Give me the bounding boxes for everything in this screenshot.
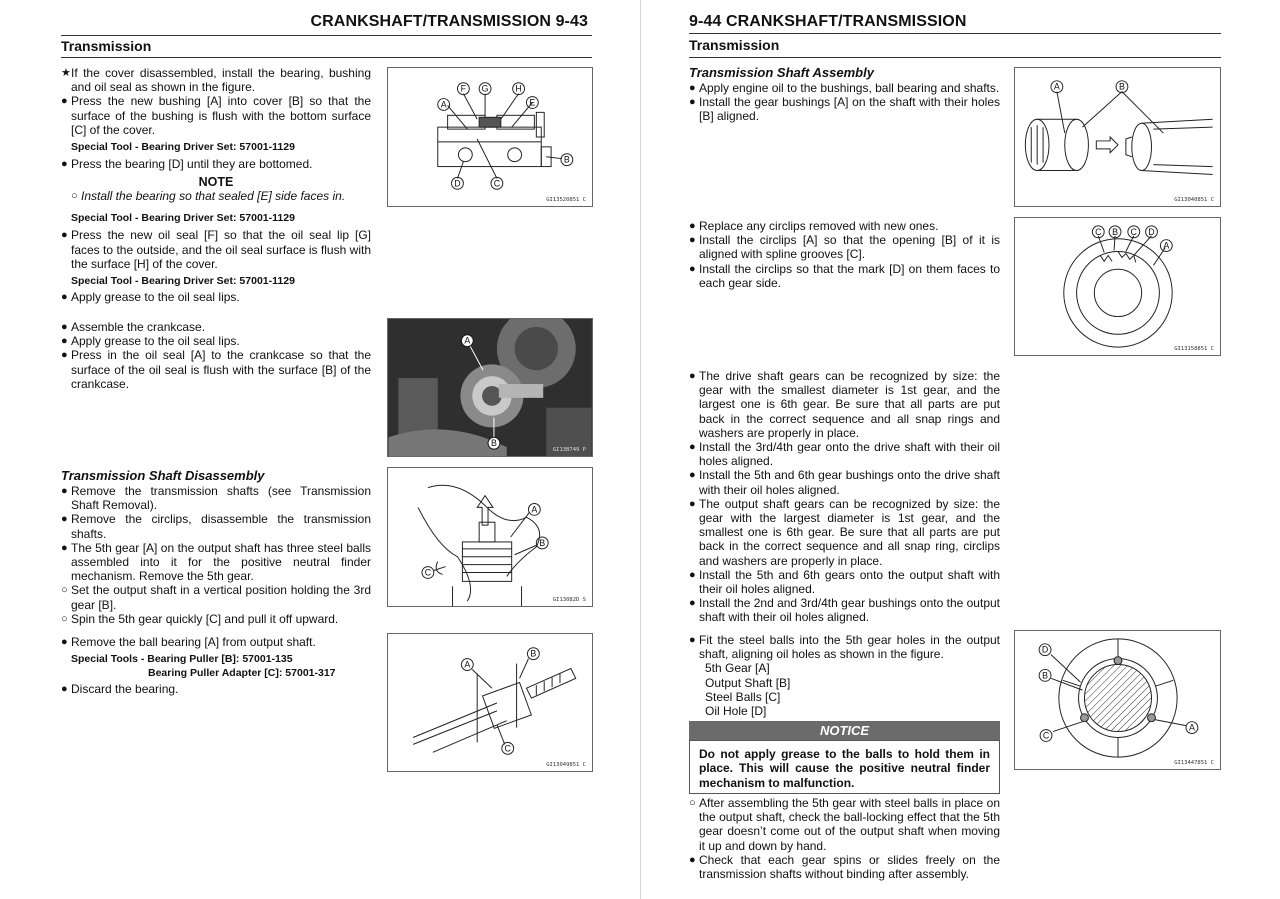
instruction-text: Fit the steel balls into the 5th gear holes in the output shaft, aligning oil holes as shown in the figure. xyxy=(699,633,1000,662)
instruction-text: The output shaft gears can be recognized by size: the gear with the largest diameter is 1st gear, and the smallest one is 6th gear. Be sure that all parts are put back in the correct sequence and all snap ring, circlips and washers are properly in place. xyxy=(699,496,1000,568)
figure-id: GI13B749 P xyxy=(552,447,586,453)
callout-b: B xyxy=(1112,226,1118,237)
instruction-text: The drive shaft gears can be recognized by size: the gear with the smallest diameter is 1st gear, and the largest one is 6th gear. Be sure that all parts are put back in the correct sequence and all snap rings and washers are properly in place. xyxy=(699,369,1000,440)
right-text-block-5 xyxy=(689,796,1000,881)
bullet-mark: ● xyxy=(61,485,68,497)
instruction-item xyxy=(689,633,1000,661)
instruction-text: Install the 5th and 6th gears onto the output shaft with their oil holes aligned. xyxy=(699,567,1000,597)
instruction-text: Discard the bearing. xyxy=(71,682,179,697)
instruction-item xyxy=(61,512,371,540)
bullet-mark: ● xyxy=(689,234,696,247)
right-page-header: 9-44 CRANKSHAFT/TRANSMISSION xyxy=(689,13,967,30)
right-text-block-2 xyxy=(689,219,1000,290)
callout-c: C xyxy=(504,743,511,754)
instruction-item xyxy=(689,440,1000,468)
instruction-item xyxy=(61,484,371,512)
instruction-item xyxy=(61,348,371,391)
instruction-item xyxy=(689,219,1000,233)
instruction-text: Install the circlips so that the mark [D] on them faces to each gear side. xyxy=(699,261,1000,290)
figure-gear-bushing xyxy=(1014,67,1221,207)
bullet-mark: ● xyxy=(61,541,68,554)
callout-b: B xyxy=(1118,81,1125,92)
instruction-item xyxy=(61,94,371,137)
figure-id: GI13520851 C xyxy=(546,197,586,203)
figure-id: GI13447851 C xyxy=(1174,760,1214,766)
instruction-item xyxy=(689,81,1000,95)
list-item: Steel Balls [C] xyxy=(705,689,781,704)
left-text-block-1 xyxy=(61,66,371,304)
note-text: Install the bearing so that sealed [E] side faces in. xyxy=(81,189,346,204)
instruction-item xyxy=(61,682,371,696)
instruction-text: Press in the oil seal [A] to the crankcase so that the surface of the oil seal is flush with the surface [B] of the crankcase. xyxy=(71,348,371,391)
instruction-text: Remove the circlips, disassemble the transmission shafts. xyxy=(71,512,371,541)
special-tool-line: Special Tools - Bearing Puller [B]: 57001-135 xyxy=(71,653,293,666)
bullet-mark: ● xyxy=(61,636,68,648)
bullet-mark: ● xyxy=(689,441,696,454)
left-text-block-3 xyxy=(61,484,371,626)
right-section-title: Transmission xyxy=(689,37,780,53)
callout-b: B xyxy=(490,438,497,449)
instruction-item xyxy=(689,233,1000,261)
instruction-item xyxy=(61,290,371,304)
instruction-item xyxy=(689,497,1000,568)
callout-a: A xyxy=(1053,81,1060,92)
notice-text: Do not apply grease to the balls to hold them in place. This will cause the positive neutral finder mechanism to malfunction. xyxy=(689,740,1000,794)
instruction-item xyxy=(689,568,1000,596)
instruction-item xyxy=(689,796,1000,853)
list-item: Oil Hole [D] xyxy=(705,704,767,719)
instruction-text: Check that each gear spins or slides freely on the transmission shafts without binding after assembly. xyxy=(699,852,1000,882)
notice-title: NOTICE xyxy=(689,721,1000,740)
bullet-mark: ● xyxy=(689,497,696,510)
instruction-text: Remove the transmission shafts (see Transmission Shaft Removal). xyxy=(71,484,371,513)
instruction-item xyxy=(61,583,371,611)
circlip-diagram xyxy=(1015,218,1220,355)
instruction-text: Apply engine oil to the bushings, ball bearing and shafts. xyxy=(699,81,1000,95)
instruction-item xyxy=(689,468,1000,496)
callout-e: E xyxy=(529,97,536,108)
bearing-puller-diagram xyxy=(388,634,592,771)
bullet-mark: ● xyxy=(689,82,696,94)
callout-f: F xyxy=(460,83,467,94)
bullet-mark: ● xyxy=(61,229,68,242)
instruction-item xyxy=(689,853,1000,881)
instruction-text: Replace any circlips removed with new ones. xyxy=(699,219,939,233)
gear-removal-diagram xyxy=(388,468,592,606)
callout-h: H xyxy=(515,83,522,94)
instruction-item xyxy=(61,66,371,94)
list-item: Output Shaft [B] xyxy=(705,675,791,690)
bullet-mark: ● xyxy=(689,853,696,866)
callout-d: D xyxy=(454,178,461,189)
instruction-text: If the cover disassembled, install the bearing, bushing and oil seal as shown in the figure. xyxy=(71,66,371,95)
left-text-block-4 xyxy=(61,635,371,696)
instruction-item xyxy=(61,612,371,626)
gear-bushing-diagram xyxy=(1015,68,1220,206)
bullet-mark: ● xyxy=(61,291,68,304)
callout-a: A xyxy=(1163,240,1170,251)
right-text-block-4 xyxy=(689,633,1000,718)
instruction-text: After assembling the 5th gear with steel balls in place on the output shaft, check the ball-locking effect that the 5th gear doesn’t come out of the output shaft when moving it up and down by hand. xyxy=(699,796,1000,853)
bullet-mark: ○ xyxy=(61,584,68,597)
instruction-item xyxy=(61,157,371,171)
instruction-text: Set the output shaft in a vertical position holding the 3rd gear [B]. xyxy=(71,583,371,612)
instruction-text: Remove the ball bearing [A] from output shaft. xyxy=(71,635,316,649)
figure-crankcase-photo xyxy=(387,318,593,457)
figure-circlip xyxy=(1014,217,1221,356)
instruction-item xyxy=(689,262,1000,290)
instruction-text: Press the new oil seal [F] so that the oil seal lip [G] faces to the outside, and the oil seal surface is flush with the surface [H] of the cover. xyxy=(71,228,371,271)
right-page xyxy=(640,0,1280,899)
callout-a: A xyxy=(531,504,538,515)
bullet-mark: ● xyxy=(689,262,696,275)
special-tool-line: Special Tool - Bearing Driver Set: 57001-1129 xyxy=(71,212,295,225)
bullet-mark: ○ xyxy=(71,190,78,203)
instruction-text: Apply grease to the oil seal lips. xyxy=(71,290,240,305)
instruction-text: Install the circlips [A] so that the opening [B] of it is aligned with spline grooves [C]. xyxy=(699,233,1000,262)
callout-c: C xyxy=(1042,730,1050,741)
bullet-mark: ● xyxy=(61,513,68,526)
bullet-mark: ● xyxy=(689,568,696,581)
figure-id: GI13082D S xyxy=(552,597,586,603)
figure-5th-gear-balls xyxy=(1014,630,1221,770)
bullet-mark: ● xyxy=(689,469,696,482)
note-item xyxy=(71,189,371,203)
figure-id: GI13040851 C xyxy=(1174,197,1214,203)
callout-a: A xyxy=(1188,722,1195,733)
instruction-text: Press the new bushing [A] into cover [B] so that the surface of the bushing is flush with the bottom surface [C] of the cover. xyxy=(71,94,371,137)
bullet-mark: ● xyxy=(61,321,68,333)
instruction-text: The 5th gear [A] on the output shaft has three steel balls assembled into it for the positive neutral finder mechanism. Remove the 5th gear. xyxy=(71,540,371,584)
left-text-block-2 xyxy=(61,320,371,391)
instruction-text: Install the 3rd/4th gear onto the drive shaft with their oil holes aligned. xyxy=(699,440,1000,469)
callout-b: B xyxy=(1042,670,1049,681)
right-text-block-3 xyxy=(689,369,1000,625)
bullet-mark: ● xyxy=(689,370,696,382)
special-tool-line: Special Tool - Bearing Driver Set: 57001-1129 xyxy=(71,275,295,288)
instruction-text: Install the 2nd and 3rd/4th gear bushings onto the output shaft with their oil holes aligned. xyxy=(699,596,1000,625)
bullet-mark: ★ xyxy=(61,67,71,79)
callout-a: A xyxy=(464,659,471,670)
bullet-mark: ● xyxy=(689,96,696,109)
bullet-mark: ● xyxy=(61,158,68,171)
instruction-item xyxy=(689,369,1000,440)
callout-b: B xyxy=(539,537,546,548)
bullet-mark: ● xyxy=(61,335,68,348)
right-text-block-1 xyxy=(689,81,1000,124)
instruction-item xyxy=(61,334,371,348)
callout-d: D xyxy=(1041,644,1049,655)
instruction-text: Install the 5th and 6th gear bushings onto the drive shaft with their oil holes aligned. xyxy=(699,468,1000,497)
instruction-text: Install the gear bushings [A] on the shaft with their holes [B] aligned. xyxy=(699,95,1000,124)
bullet-mark: ● xyxy=(61,95,68,108)
note-title: NOTE xyxy=(198,175,234,190)
callout-c: C xyxy=(424,567,432,578)
figure-bearing-puller xyxy=(387,633,593,772)
instruction-item xyxy=(689,596,1000,624)
left-header-rule xyxy=(61,35,592,36)
left-page-header: CRANKSHAFT/TRANSMISSION 9-43 xyxy=(310,13,588,30)
callout-d: D xyxy=(1148,226,1155,237)
instruction-item xyxy=(61,320,371,334)
callout-a: A xyxy=(440,99,447,110)
instruction-item xyxy=(61,635,371,649)
instruction-item xyxy=(689,95,1000,123)
ball-parts-list xyxy=(705,661,1000,718)
right-header-rule xyxy=(689,33,1221,34)
crankcase-photo-image xyxy=(388,319,592,456)
bullet-mark: ○ xyxy=(689,797,696,809)
left-section-rule xyxy=(61,57,592,58)
list-item: 5th Gear [A] xyxy=(705,661,770,676)
callout-b: B xyxy=(530,648,537,659)
special-tool-line: Special Tool - Bearing Driver Set: 57001-1129 xyxy=(71,141,295,154)
callout-b: B xyxy=(563,154,570,165)
instruction-item xyxy=(61,541,371,584)
figure-id: GI13158851 C xyxy=(1174,346,1214,352)
bullet-mark: ● xyxy=(61,683,68,696)
instruction-text: Assemble the crankcase. xyxy=(71,320,206,334)
bullet-mark: ● xyxy=(689,634,696,646)
callout-c: C xyxy=(493,178,501,189)
callout-g: G xyxy=(481,83,489,94)
steel-balls-diagram xyxy=(1015,631,1220,769)
instruction-text: Press the bearing [D] until they are bottomed. xyxy=(71,157,313,172)
instruction-text: Spin the 5th gear quickly [C] and pull it off upward. xyxy=(71,611,339,626)
special-tool-line: Bearing Puller Adapter [C]: 57001-317 xyxy=(148,667,336,680)
right-section-rule xyxy=(689,57,1221,58)
instruction-text: Apply grease to the oil seal lips. xyxy=(71,334,240,349)
bullet-mark: ● xyxy=(689,220,696,232)
figure-5th-gear-removal xyxy=(387,467,593,607)
callout-c: C xyxy=(1095,226,1102,237)
assembly-subheading: Transmission Shaft Assembly xyxy=(689,65,874,80)
disassembly-subheading: Transmission Shaft Disassembly xyxy=(61,468,265,483)
callout-c: C xyxy=(1130,226,1137,237)
bullet-mark: ● xyxy=(61,349,68,362)
callout-a: A xyxy=(464,335,471,346)
left-section-title: Transmission xyxy=(61,38,152,54)
figure-id: GI13049851 C xyxy=(546,762,586,768)
bullet-mark: ● xyxy=(689,597,696,610)
instruction-item xyxy=(61,228,371,271)
cover-cross-section-diagram xyxy=(388,68,592,206)
bullet-mark: ○ xyxy=(61,612,68,625)
figure-cover-bearing xyxy=(387,67,593,207)
